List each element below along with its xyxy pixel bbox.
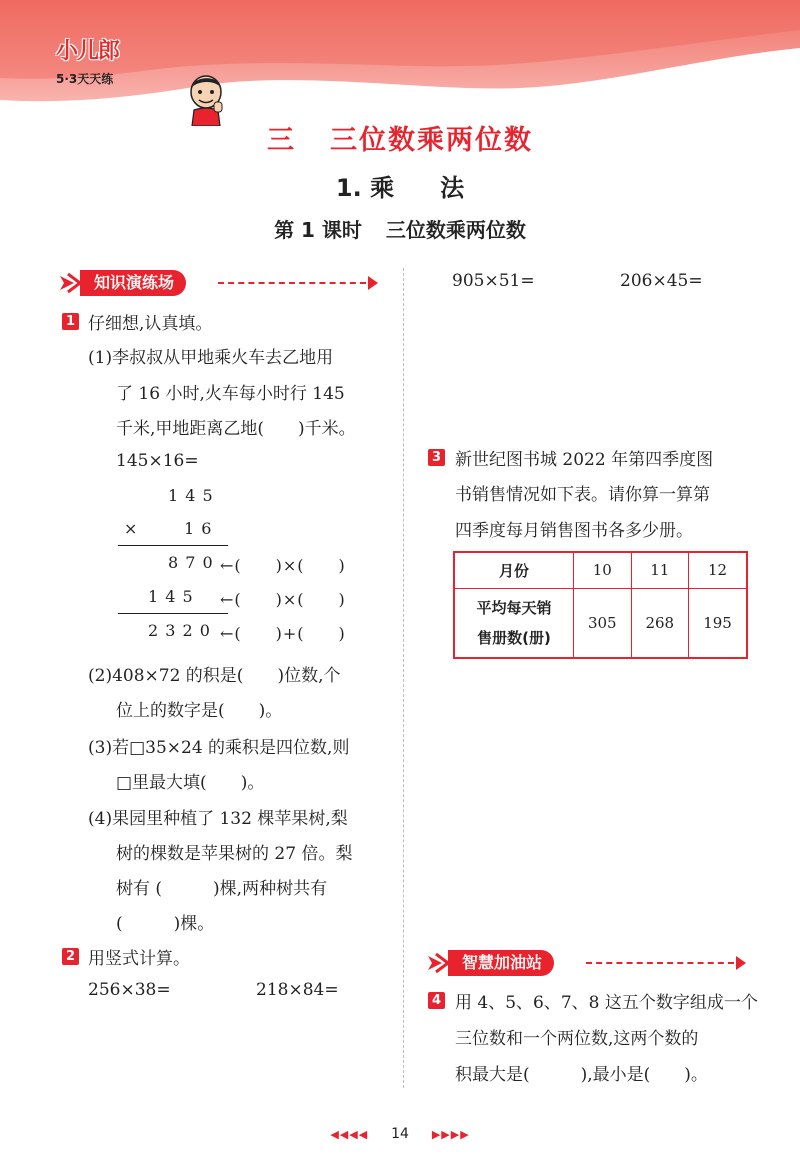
q2-expression-3: 905×51= — [452, 271, 535, 291]
vertical-hint-1: ←( )×( ) — [220, 556, 346, 575]
lesson-heading — [0, 214, 800, 243]
practice-tag-label: 知识演练场 — [80, 270, 186, 296]
q1-part4-line4: ( )棵。 — [116, 914, 215, 934]
table-month-cell: 12 — [689, 552, 747, 588]
unit-title: 三位数乘两位数 — [330, 125, 533, 156]
table-month-cell: 11 — [631, 552, 689, 588]
vertical-multiplier: 1 6 — [184, 519, 213, 538]
table-row-label-line2: 售册数(册) — [477, 628, 551, 647]
q1-part2-line1: (2)408×72 的积是( )位数,个 — [88, 666, 341, 686]
page-number: 14 — [391, 1126, 409, 1142]
tag-dashed-line — [586, 962, 734, 964]
q2-expression-1: 256×38= — [88, 980, 171, 1000]
q2-expression-2: 218×84= — [256, 980, 339, 1000]
question-2-number: 2 — [62, 948, 79, 965]
question-2-prompt: 用竖式计算。 — [88, 949, 190, 969]
q1-part1-line3: 千米,甲地距离乙地( )千米。 — [116, 419, 356, 439]
vertical-times-sign: × — [124, 519, 139, 538]
logo-brand-text: 小儿郎 — [56, 39, 120, 64]
section-heading — [0, 168, 800, 203]
vertical-result: 2 3 2 0 — [148, 621, 211, 640]
page-footer — [0, 1126, 800, 1142]
vertical-partial-1: 8 7 0 — [168, 553, 214, 572]
logo-series-text: 5·3天天练 — [56, 72, 114, 86]
brand-logo — [52, 34, 182, 94]
left-arrows-icon: ◀◀◀◀ — [330, 1128, 369, 1141]
q1-part4-line3: 树有 ( )棵,两种树共有 — [116, 879, 328, 899]
q1-part1-line2: 了 16 小时,火车每小时行 145 — [116, 384, 345, 404]
q2-expression-4: 206×45= — [620, 271, 703, 291]
q1-part1-line1: (1)李叔叔从甲地乘火车去乙地用 — [88, 348, 334, 368]
vertical-hint-3: ←( )+( ) — [220, 624, 346, 643]
tag-arrow-icon — [368, 276, 378, 290]
q1-part4-line1: (4)果园里种植了 132 棵苹果树,梨 — [88, 809, 348, 829]
table-row-label — [454, 588, 574, 658]
question-3-number: 3 — [428, 449, 445, 466]
q1-part1-expression: 145×16= — [116, 451, 199, 471]
q4-line1: 用 4、5、6、7、8 这五个数字组成一个 — [455, 993, 758, 1013]
q1-part2-line2: 位上的数字是( )。 — [116, 701, 283, 721]
table-value-cell: 195 — [689, 588, 747, 658]
bonus-section-tag — [426, 948, 748, 978]
q3-line3: 四季度每月销售图书各多少册。 — [455, 521, 693, 541]
sales-table — [453, 551, 748, 659]
bonus-tag-label: 智慧加油站 — [448, 950, 554, 976]
lesson-title: 三位数乘两位数 — [385, 218, 526, 242]
vertical-multiplicand: 1 4 5 — [168, 486, 214, 505]
table-row-label-line1: 平均每天销 — [476, 598, 552, 617]
unit-heading — [0, 118, 800, 157]
vertical-hint-2: ←( )×( ) — [220, 590, 346, 609]
q3-line1: 新世纪图书城 2022 年第四季度图 — [455, 450, 714, 470]
question-1-prompt: 仔细想,认真填。 — [88, 314, 213, 334]
section-title-b: 法 — [440, 174, 465, 202]
vertical-rule-1 — [118, 545, 228, 546]
section-number: 1. — [335, 174, 362, 202]
q1-part3-line1: (3)若□35×24 的乘积是四位数,则 — [88, 738, 350, 758]
vertical-rule-2 — [118, 613, 228, 614]
table-value-cell: 305 — [574, 588, 632, 658]
q1-part3-line2: □里最大填( )。 — [116, 773, 265, 793]
right-arrows-icon: ▶▶▶▶ — [431, 1128, 470, 1141]
q3-line2: 书销售情况如下表。请你算一算第 — [455, 485, 710, 505]
section-title-a: 乘 — [370, 174, 395, 202]
question-4-number: 4 — [428, 992, 445, 1009]
q4-line3: 积最大是( ),最小是( )。 — [455, 1065, 708, 1085]
lesson-number: 第 1 课时 — [274, 218, 362, 242]
tag-dashed-line — [218, 282, 366, 284]
table-month-cell: 10 — [574, 552, 632, 588]
question-1-number: 1 — [62, 313, 79, 330]
table-data-row — [454, 588, 747, 658]
q4-line2: 三位数和一个两位数,这两个数的 — [455, 1029, 699, 1049]
column-divider — [403, 268, 404, 1088]
table-value-cell: 268 — [631, 588, 689, 658]
q1-part4-line2: 树的棵数是苹果树的 27 倍。梨 — [116, 844, 353, 864]
practice-section-tag — [58, 268, 380, 298]
unit-number: 三 — [267, 125, 296, 156]
tag-arrow-icon — [736, 956, 746, 970]
table-header-row — [454, 552, 747, 588]
table-header-label: 月份 — [454, 552, 574, 588]
vertical-partial-2: 1 4 5 — [148, 587, 194, 606]
